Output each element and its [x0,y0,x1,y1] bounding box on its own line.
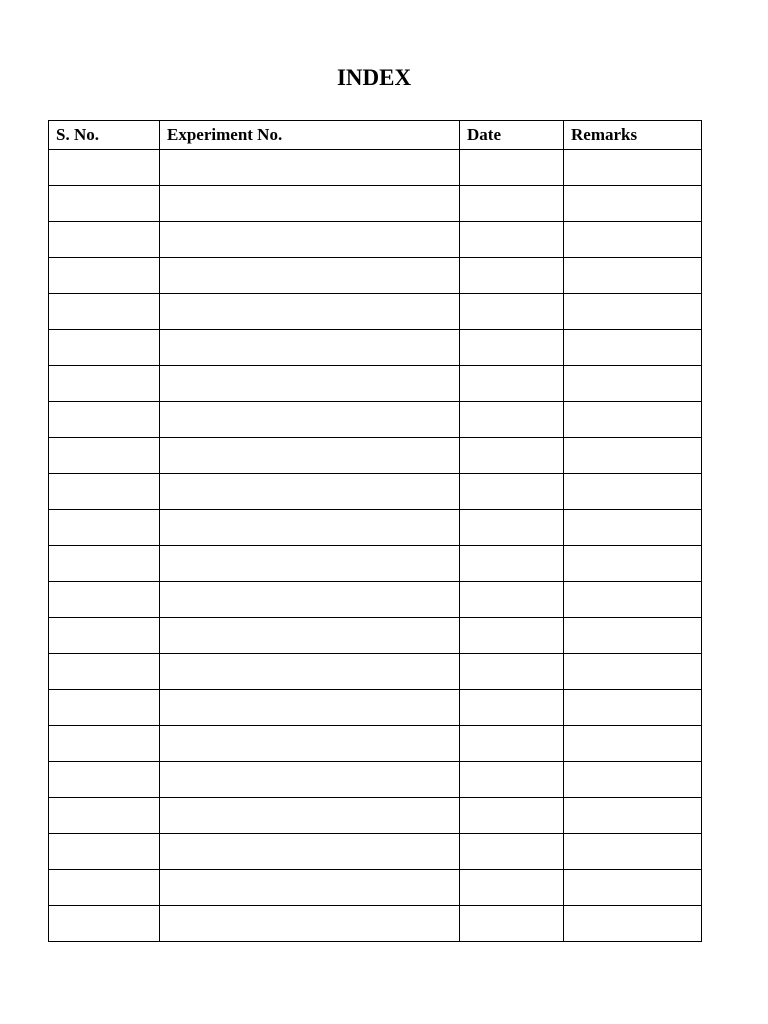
date-cell [460,834,564,870]
header-remarks: Remarks [564,121,702,150]
serial-number-cell [49,870,160,906]
date-cell [460,150,564,186]
table-row [49,798,702,834]
serial-number-cell [49,186,160,222]
remarks-cell [564,798,702,834]
date-cell [460,690,564,726]
remarks-cell [564,402,702,438]
table-row [49,690,702,726]
experiment-number-cell [160,870,460,906]
table-row [49,834,702,870]
remarks-cell [564,618,702,654]
serial-number-cell [49,906,160,942]
experiment-number-cell [160,798,460,834]
date-cell [460,510,564,546]
experiment-number-cell [160,222,460,258]
experiment-number-cell [160,186,460,222]
remarks-cell [564,330,702,366]
remarks-cell [564,366,702,402]
index-table [48,120,702,942]
table-row [49,150,702,186]
serial-number-cell [49,798,160,834]
page-title: INDEX [336,65,412,90]
serial-number-cell [49,834,160,870]
table-row [49,654,702,690]
experiment-number-cell [160,402,460,438]
date-cell [460,222,564,258]
table-row [49,870,702,906]
date-cell [460,654,564,690]
remarks-cell [564,546,702,582]
table-row [49,762,702,798]
date-cell [460,798,564,834]
serial-number-cell [49,690,160,726]
table-row [49,366,702,402]
header-experiment-number: Experiment No. [160,121,460,150]
table-row [49,510,702,546]
remarks-cell [564,258,702,294]
date-cell [460,474,564,510]
date-cell [460,726,564,762]
header-serial-number: S. No. [49,121,160,150]
table-row [49,186,702,222]
table-row [49,438,702,474]
experiment-number-cell [160,654,460,690]
remarks-cell [564,186,702,222]
remarks-cell [564,834,702,870]
experiment-number-cell [160,438,460,474]
experiment-number-cell [160,726,460,762]
serial-number-cell [49,438,160,474]
serial-number-cell [49,618,160,654]
table-header-row [49,121,702,150]
date-cell [460,258,564,294]
date-cell [460,618,564,654]
date-cell [460,330,564,366]
serial-number-cell [49,366,160,402]
header-date: Date [460,121,564,150]
experiment-number-cell [160,330,460,366]
experiment-number-cell [160,834,460,870]
date-cell [460,438,564,474]
remarks-cell [564,474,702,510]
serial-number-cell [49,546,160,582]
table-row [49,258,702,294]
remarks-cell [564,582,702,618]
date-cell [460,294,564,330]
experiment-number-cell [160,150,460,186]
remarks-cell [564,870,702,906]
experiment-number-cell [160,474,460,510]
serial-number-cell [49,258,160,294]
date-cell [460,366,564,402]
table-row [49,726,702,762]
experiment-number-cell [160,366,460,402]
serial-number-cell [49,582,160,618]
experiment-number-cell [160,762,460,798]
table-row [49,294,702,330]
experiment-number-cell [160,510,460,546]
table-body [49,150,702,942]
table-row [49,582,702,618]
serial-number-cell [49,726,160,762]
experiment-number-cell [160,618,460,654]
serial-number-cell [49,294,160,330]
date-cell [460,762,564,798]
table-row [49,222,702,258]
remarks-cell [564,510,702,546]
serial-number-cell [49,330,160,366]
table-row [49,546,702,582]
experiment-number-cell [160,582,460,618]
serial-number-cell [49,222,160,258]
serial-number-cell [49,510,160,546]
date-cell [460,402,564,438]
remarks-cell [564,222,702,258]
remarks-cell [564,906,702,942]
remarks-cell [564,654,702,690]
remarks-cell [564,726,702,762]
date-cell [460,582,564,618]
experiment-number-cell [160,294,460,330]
table-row [49,906,702,942]
date-cell [460,870,564,906]
remarks-cell [564,762,702,798]
serial-number-cell [49,474,160,510]
experiment-number-cell [160,690,460,726]
remarks-cell [564,294,702,330]
serial-number-cell [49,762,160,798]
table-row [49,474,702,510]
date-cell [460,906,564,942]
table-row [49,618,702,654]
remarks-cell [564,690,702,726]
remarks-cell [564,438,702,474]
date-cell [460,186,564,222]
experiment-number-cell [160,906,460,942]
experiment-number-cell [160,546,460,582]
serial-number-cell [49,654,160,690]
serial-number-cell [49,150,160,186]
table-row [49,330,702,366]
table-row [49,402,702,438]
date-cell [460,546,564,582]
serial-number-cell [49,402,160,438]
remarks-cell [564,150,702,186]
experiment-number-cell [160,258,460,294]
